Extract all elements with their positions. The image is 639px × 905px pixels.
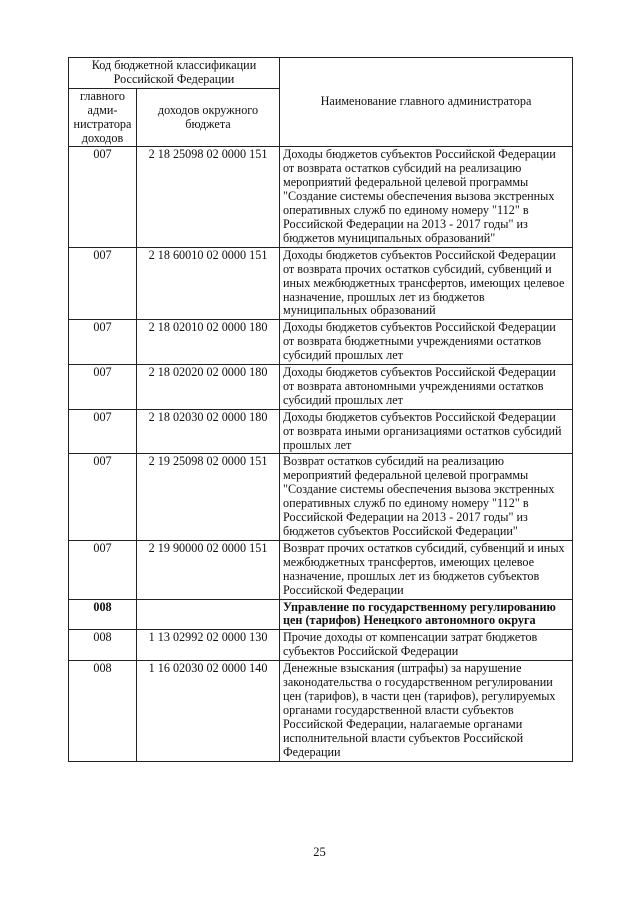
revenue-code-cell: 2 18 60010 02 0000 151	[137, 247, 280, 320]
header-row-1	[69, 58, 573, 89]
revenue-code-cell: 2 18 02020 02 0000 180	[137, 365, 280, 410]
table-row	[69, 409, 573, 454]
header-group-title: Код бюджетной классификации Российской Федерации	[69, 58, 280, 89]
table-row	[69, 661, 573, 761]
revenue-code-cell	[137, 599, 280, 630]
page-number: 25	[313, 845, 326, 859]
admin-code-cell: 008	[69, 661, 137, 761]
table-row	[69, 540, 573, 599]
table-row	[69, 630, 573, 661]
table-row	[69, 599, 573, 630]
administrator-name-cell: Управление по государственному регулированию цен (тарифов) Ненецкого автономного округа	[280, 599, 573, 630]
admin-code-cell: 007	[69, 247, 137, 320]
administrator-name-cell: Доходы бюджетов субъектов Российской Федерации от возврата бюджетными учреждениями остатков субсидий прошлых лет	[280, 320, 573, 365]
header-name-column: Наименование главного администратора	[280, 58, 573, 147]
header-admin-column: главного адми-нистратора доходов	[69, 88, 137, 147]
revenue-code-cell: 1 13 02992 02 0000 130	[137, 630, 280, 661]
revenue-code-cell: 2 19 25098 02 0000 151	[137, 454, 280, 540]
admin-code-cell: 007	[69, 540, 137, 599]
administrator-name-cell: Доходы бюджетов субъектов Российской Федерации от возврата иными организациями остатков субсидий прошлых лет	[280, 409, 573, 454]
admin-code-cell: 007	[69, 454, 137, 540]
revenue-code-cell: 1 16 02030 02 0000 140	[137, 661, 280, 761]
admin-code-cell: 007	[69, 147, 137, 247]
admin-code-cell: 007	[69, 409, 137, 454]
admin-code-cell: 008	[69, 599, 137, 630]
table-row	[69, 454, 573, 540]
administrator-name-cell: Денежные взыскания (штрафы) за нарушение законодательства о государственном регулировании цен (тарифов), в части цен (тарифов), регулируемых органами государственной власти субъектов Российской Федерации, налагаемые органами исполнительной власти субъектов Российской Федерации	[280, 661, 573, 761]
table-row	[69, 147, 573, 247]
administrator-name-cell: Возврат прочих остатков субсидий, субвенций и иных межбюджетных трансфертов, имеющих целевое назначение, прошлых лет из бюджетов субъектов Российской Федерации	[280, 540, 573, 599]
administrator-name-cell: Прочие доходы от компенсации затрат бюджетов субъектов Российской Федерации	[280, 630, 573, 661]
administrator-name-cell: Доходы бюджетов субъектов Российской Федерации от возврата автономными учреждениями остатков субсидий прошлых лет	[280, 365, 573, 410]
table-body	[69, 147, 573, 761]
administrator-name-cell: Доходы бюджетов субъектов Российской Федерации от возврата прочих остатков субсидий, субвенций и иных межбюджетных трансфертов, имеющих целевое назначение, прошлых лет из бюджетов муниципальных образований	[280, 247, 573, 320]
administrator-name-cell: Доходы бюджетов субъектов Российской Федерации от возврата остатков субсидий на реализацию мероприятий федеральной целевой программы "Создание системы обеспечения вызова экстренных оперативных служб по единому номеру "112" в Российской Федерации на 2013 - 2017 годы" из бюджетов муниципальных образований"	[280, 147, 573, 247]
budget-classification-table	[68, 57, 573, 762]
header-code-column: доходов окружного бюджета	[137, 88, 280, 147]
table-row	[69, 320, 573, 365]
admin-code-cell: 007	[69, 320, 137, 365]
table-row	[69, 365, 573, 410]
admin-code-cell: 007	[69, 365, 137, 410]
revenue-code-cell: 2 19 90000 02 0000 151	[137, 540, 280, 599]
revenue-code-cell: 2 18 25098 02 0000 151	[137, 147, 280, 247]
revenue-code-cell: 2 18 02030 02 0000 180	[137, 409, 280, 454]
revenue-code-cell: 2 18 02010 02 0000 180	[137, 320, 280, 365]
admin-code-cell: 008	[69, 630, 137, 661]
table-row	[69, 247, 573, 320]
administrator-name-cell: Возврат остатков субсидий на реализацию мероприятий федеральной целевой программы "Создание системы обеспечения вызова экстренных оперативных служб по единому номеру "112" в Российской Федерации на 2013 - 2017 годы" из бюджетов субъектов Российской Федерации"	[280, 454, 573, 540]
